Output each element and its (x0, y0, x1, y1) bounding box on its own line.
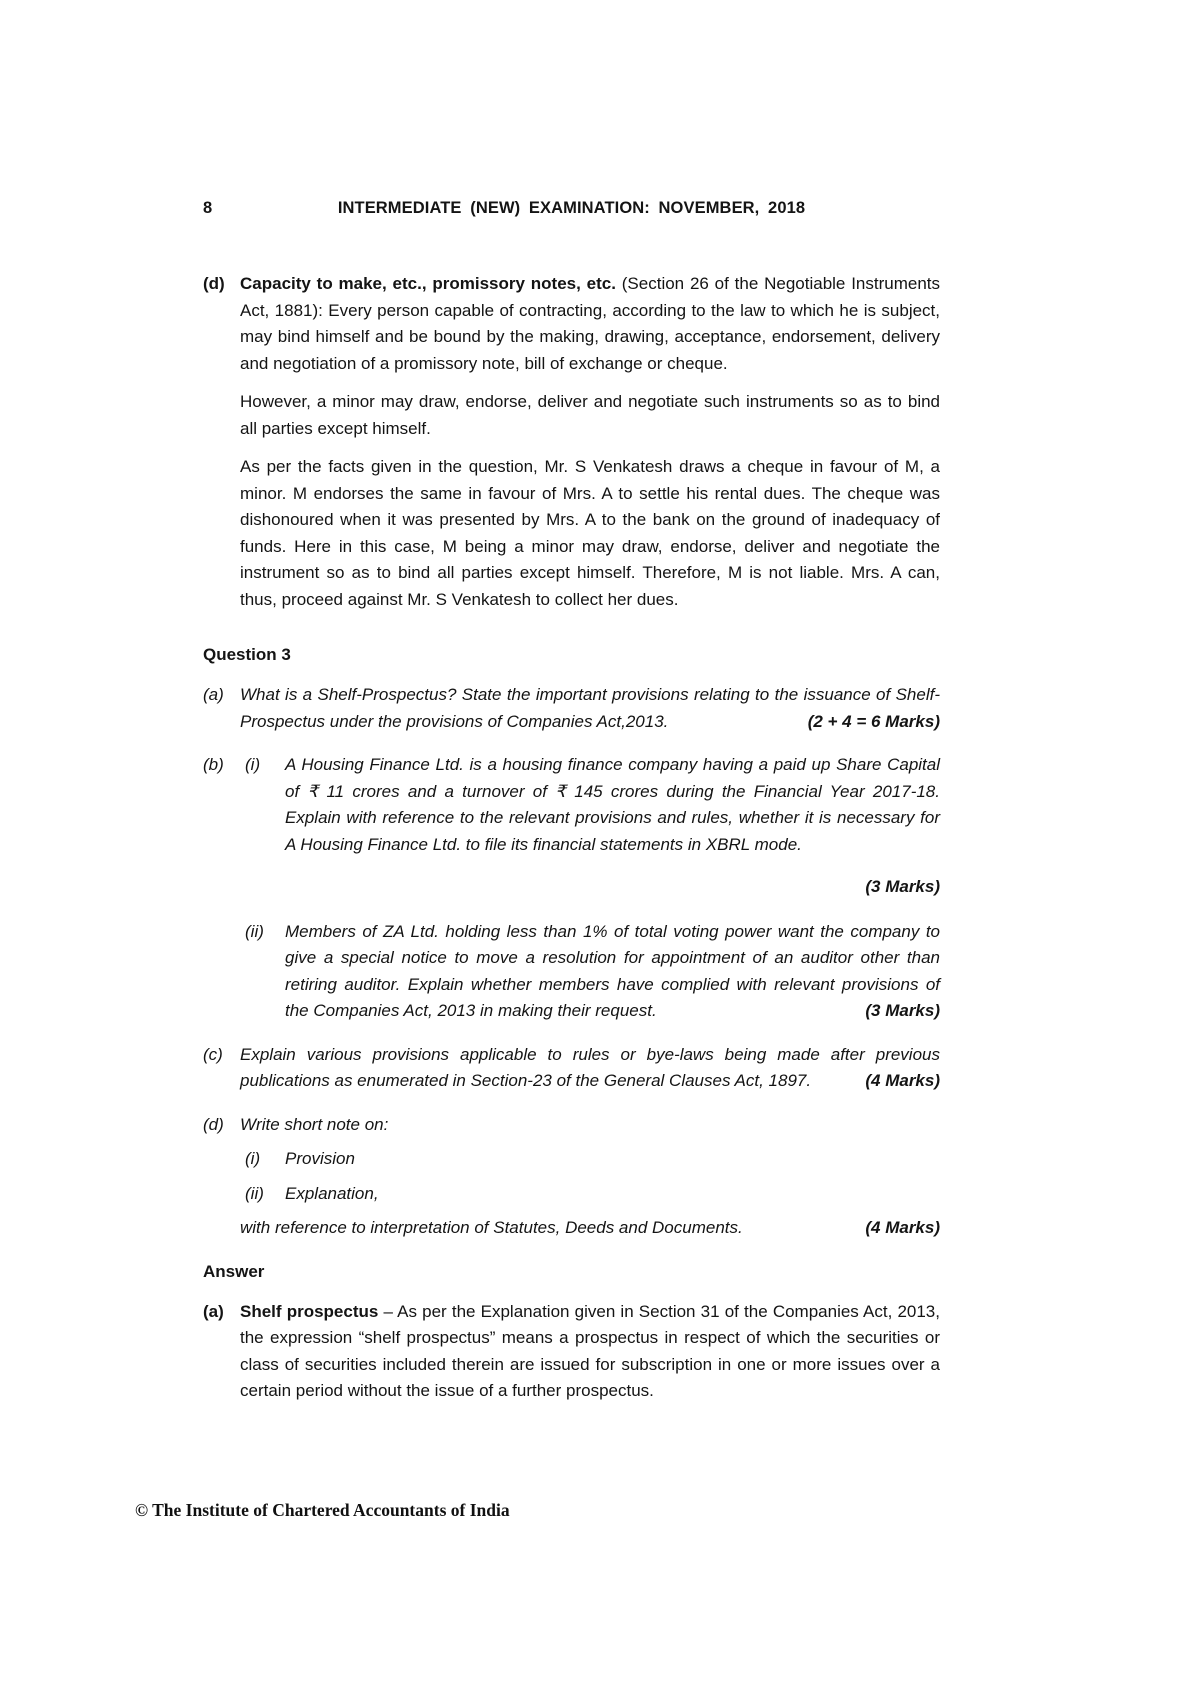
answer-d-paragraph-1 (240, 271, 940, 377)
question3-item-b-i-text: A Housing Finance Ltd. is a housing finance company having a paid up Share Capital of ₹ 11 crores and a turnover of ₹ 145 crores during the Financial Year 2017-18. Explain with reference to the relevant provisions and rules, whether it is necessary for A Housing Finance Ltd. to file its financial statements in XBRL mode. (285, 755, 940, 854)
question3-item-b-ii-marks: (3 Marks) (851, 998, 940, 1025)
question3-item-a-text: What is a Shelf-Prospectus? State the important provisions relating to the issuance of Shelf-Prospectus under the provisions of Companies Act,2013. (240, 685, 940, 731)
answer-d-bold-lead: Capacity to make, etc., promissory notes, etc. (240, 274, 616, 293)
question3-item-b-ii-text: Members of ZA Ltd. holding less than 1% of total voting power want the company to give a special notice to move a resolution for appointment of an auditor other than retiring auditor. Explain whether members have complied with relevant provisions of the Companies Act, 2013 in making their request. (285, 921, 940, 1020)
question3-item-d-ii-text: Explanation, (285, 1183, 379, 1203)
question3-item-b-ii (240, 919, 940, 1025)
question3-item-b-label: (b) (203, 755, 224, 774)
question3-item-b-ii-label: (ii) (245, 921, 264, 941)
answer-item-d (203, 271, 940, 625)
question3-item-b (203, 752, 940, 1025)
question3-item-d-closing-row (240, 1215, 940, 1242)
answer-d-paragraph-1-rest: (Section 26 of the Negotiable Instruments Act, 1881): Every person capable of contracting, according to the law to which he is subject, may bind himself and be bound by the making, drawing, acceptance, endorsement, delivery and negotiation of a promissory note, bill of exchange or cheque. (240, 274, 940, 373)
question3-item-a-body (240, 682, 940, 735)
question3-heading: Question 3 (203, 645, 291, 664)
question3-item-b-ii-body (285, 919, 940, 1025)
question3-item-d-body (240, 1112, 940, 1242)
answer-heading: Answer (203, 1261, 265, 1281)
question3-item-d-ii-label: (ii) (245, 1183, 264, 1203)
answer-a-paragraph-rest: – As per the Explanation given in Section 31 of the Companies Act, 2013, the expression “shelf prospectus” means a prospectus in respect of which the securities or class of securities included therein are issued for subscription in one or more issues over a certain period without the issue of a further prospectus. (240, 1301, 940, 1400)
page-header-row (203, 199, 940, 221)
question3-item-d-closing: with reference to interpretation of Statutes, Deeds and Documents. (240, 1218, 743, 1237)
page-header-title: INTERMEDIATE (NEW) EXAMINATION: NOVEMBER, 2018 (337, 199, 806, 217)
page-content (203, 199, 940, 1417)
question3-item-d-ii (240, 1181, 940, 1208)
answer-a-bold-lead: Shelf prospectus (240, 1301, 379, 1321)
question3-item-d-marks: (4 Marks) (851, 1215, 940, 1242)
answer-item-d-body (240, 271, 940, 625)
question3-item-b-i-body (285, 752, 940, 858)
question3-item-d-i-label: (i) (245, 1149, 261, 1168)
answer-item-a-label: (a) (203, 1301, 224, 1321)
question3-item-c (203, 1042, 940, 1095)
question3-item-c-text: Explain various provisions applicable to rules or bye-laws being made after previous publications as enumerated in Section-23 of the General Clauses Act, 1897. (240, 1044, 940, 1090)
question3-item-c-label: (c) (203, 1044, 223, 1064)
answer-item-a-body (240, 1299, 940, 1417)
question3-item-d (203, 1112, 940, 1242)
question3-item-b-i-marks: (3 Marks) (865, 877, 940, 896)
question3-item-a-label: (a) (203, 685, 224, 704)
copyright-footer: © The Institute of Chartered Accountants of India (135, 1500, 510, 1520)
question3-item-d-i-body (285, 1146, 940, 1173)
question3-item-d-text: Write short note on: (240, 1114, 389, 1134)
question3-item-d-label: (d) (203, 1114, 224, 1134)
question3-item-d-i-text: Provision (285, 1149, 355, 1168)
page-number: 8 (203, 199, 213, 217)
answer-d-paragraph-2: However, a minor may draw, endorse, deliver and negotiate such instruments so as to bind all parties except himself. (240, 392, 940, 438)
answer-item-d-label: (d) (203, 274, 225, 293)
question3-item-c-marks: (4 Marks) (851, 1068, 940, 1095)
question3-item-a (203, 682, 940, 735)
question3-item-d-ii-body (285, 1181, 940, 1208)
question3-item-a-marks: (2 + 4 = 6 Marks) (794, 709, 940, 736)
answer-d-paragraph-3: As per the facts given in the question, Mr. S Venkatesh draws a cheque in favour of M, a minor. M endorses the same in favour of Mrs. A to settle his rental dues. The cheque was dishonoured when it was presented by Mrs. A to the bank on the ground of inadequacy of funds. Here in this case, M being a minor may draw, endorse, deliver and negotiate the instrument so as to bind all parties except himself. Therefore, M is not liable. Mrs. A can, thus, proceed against Mr. S Venkatesh to collect her dues. (240, 457, 940, 609)
question3-item-b-body (240, 752, 940, 1025)
question3-item-d-i (240, 1146, 940, 1173)
question3-item-c-body (240, 1042, 940, 1095)
question3-item-b-i-label: (i) (245, 755, 261, 774)
answer-item-a (203, 1299, 940, 1417)
question3-item-b-i (240, 752, 940, 858)
answer-a-paragraph (240, 1299, 940, 1405)
